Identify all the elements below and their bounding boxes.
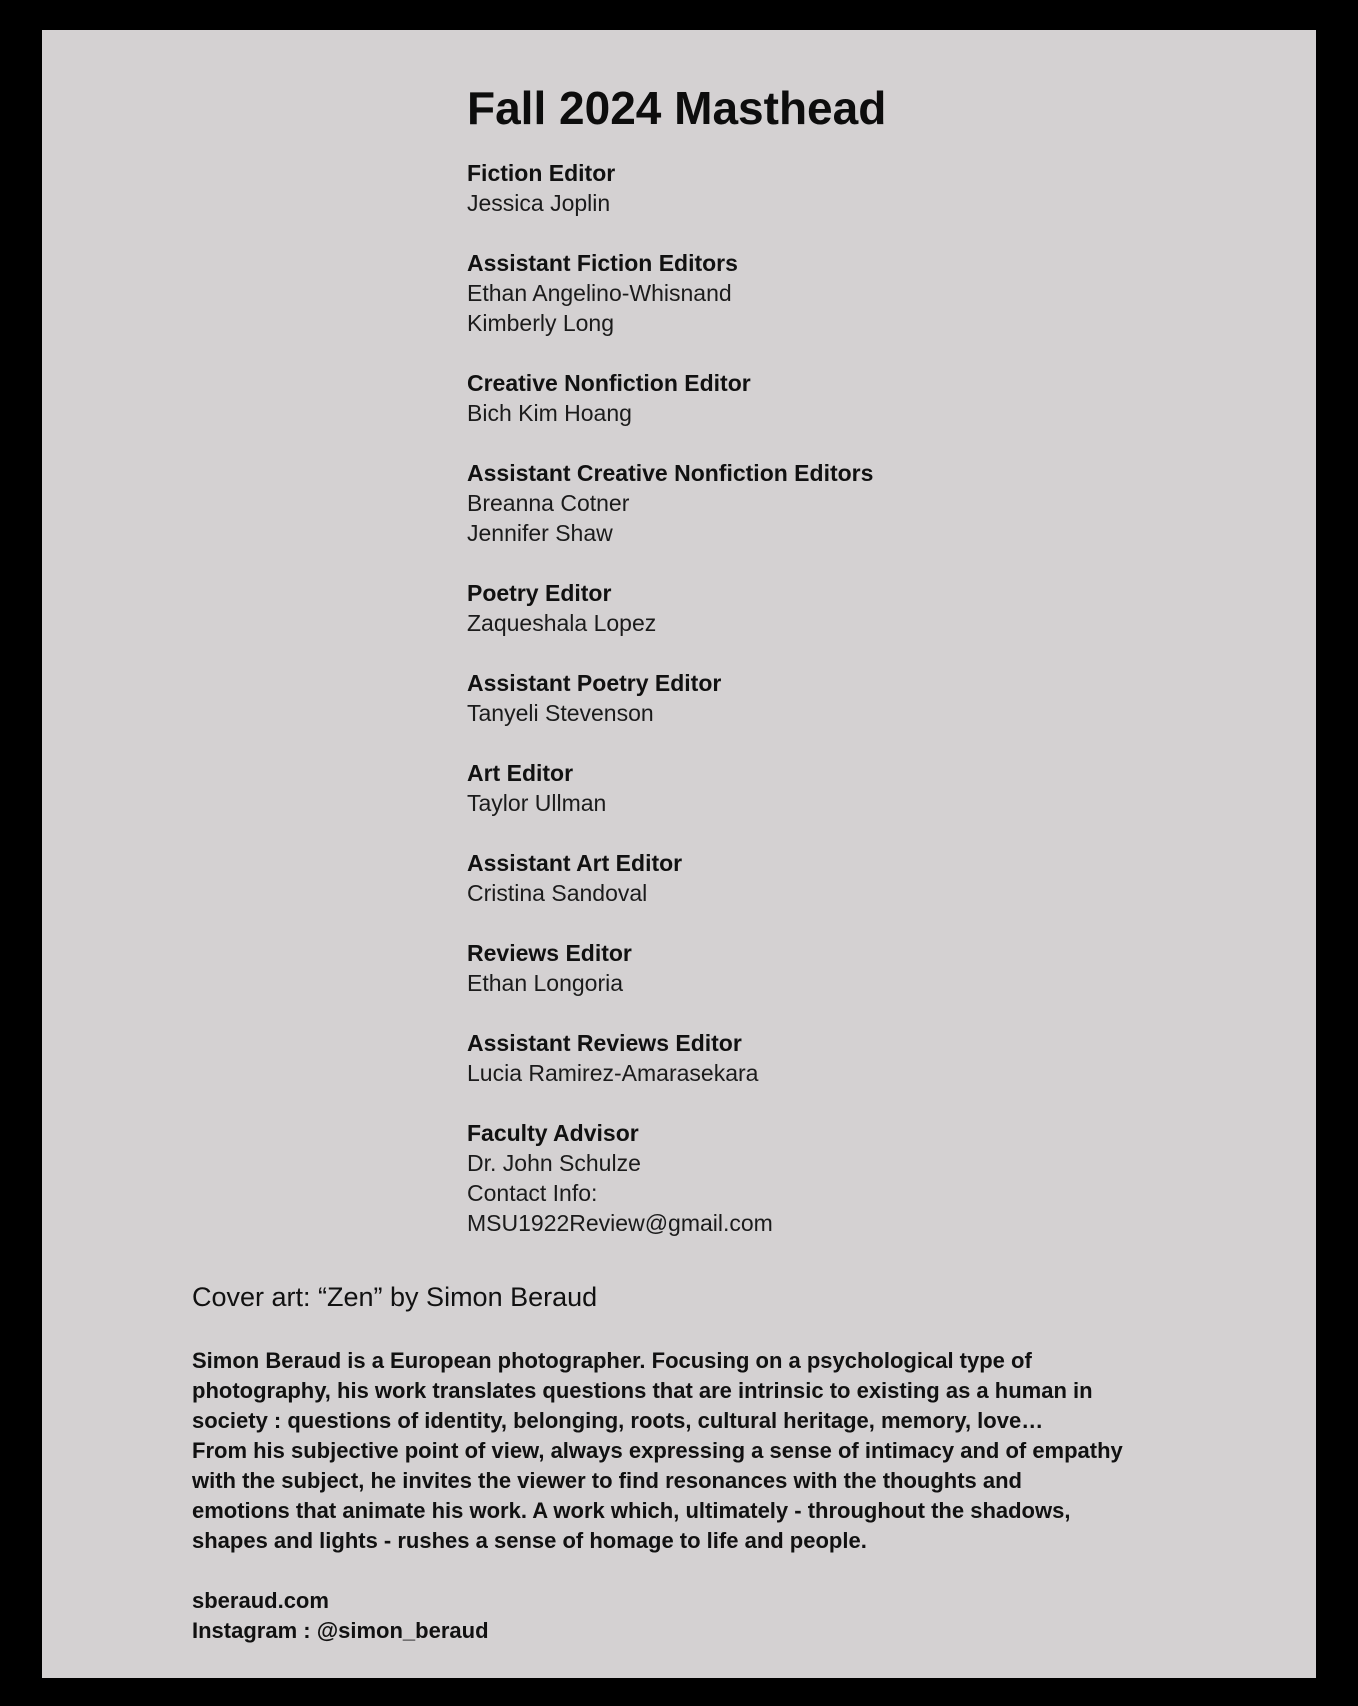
role-name: Tanyeli Stevenson xyxy=(467,700,654,726)
role-title: Assistant Poetry Editor xyxy=(467,670,722,696)
role-name: Kimberly Long xyxy=(467,310,615,336)
role-name: Ethan Longoria xyxy=(467,970,624,996)
role-assistant-art-editor xyxy=(467,848,1227,908)
role-title: Reviews Editor xyxy=(467,940,632,966)
artist-website: sberaud.com xyxy=(192,1588,329,1613)
role-faculty-advisor xyxy=(467,1118,1227,1238)
role-name: Jessica Joplin xyxy=(467,190,611,216)
contact-email: MSU1922Review@gmail.com xyxy=(467,1210,773,1236)
role-title: Assistant Art Editor xyxy=(467,850,683,876)
role-creative-nonfiction-editor xyxy=(467,368,1227,428)
role-assistant-creative-nonfiction-editors xyxy=(467,458,1227,548)
role-fiction-editor xyxy=(467,158,1227,218)
role-title: Art Editor xyxy=(467,760,574,786)
role-name: Lucia Ramirez-Amarasekara xyxy=(467,1060,759,1086)
artist-bio: Simon Beraud is a European photographer. Focusing on a psychological type of photography, his work translates questions that are intrinsic to existing as a human in society : questions of identity, belonging, roots, cultural heritage, memory, love… From his subjective point of view, always expressing a sense of intimacy and of empathy with the subject, he invites the viewer to find resonances with the thoughts and emotions that animate his work. A work which, ultimately - throughout the shadows, shapes and lights - rushes a sense of homage to life and people. xyxy=(192,1348,1123,1553)
role-title: Poetry Editor xyxy=(467,580,612,606)
role-name: Cristina Sandoval xyxy=(467,880,648,906)
role-title: Faculty Advisor xyxy=(467,1120,639,1146)
role-title: Fiction Editor xyxy=(467,160,616,186)
role-title: Assistant Fiction Editors xyxy=(467,250,738,276)
artist-instagram: Instagram : @simon_beraud xyxy=(192,1618,489,1643)
role-assistant-poetry-editor xyxy=(467,668,1227,728)
artist-links xyxy=(192,1586,1232,1646)
role-name: Bich Kim Hoang xyxy=(467,400,632,426)
role-art-editor xyxy=(467,758,1227,818)
role-name: Zaqueshala Lopez xyxy=(467,610,657,636)
role-title: Assistant Creative Nonfiction Editors xyxy=(467,460,874,486)
role-name: Ethan Angelino-Whisnand xyxy=(467,280,732,306)
role-poetry-editor xyxy=(467,578,1227,638)
role-assistant-reviews-editor xyxy=(467,1028,1227,1088)
masthead-section xyxy=(467,80,1227,1268)
role-title: Assistant Reviews Editor xyxy=(467,1030,742,1056)
cover-art-heading: Cover art: “Zen” by Simon Beraud xyxy=(192,1282,598,1312)
role-assistant-fiction-editors xyxy=(467,248,1227,338)
role-name: Breanna Cotner xyxy=(467,490,630,516)
role-title: Creative Nonfiction Editor xyxy=(467,370,751,396)
role-name: Taylor Ullman xyxy=(467,790,607,816)
role-name: Jennifer Shaw xyxy=(467,520,613,546)
cover-art-section xyxy=(192,1280,1232,1646)
role-name: Dr. John Schulze xyxy=(467,1150,641,1176)
contact-info-label: Contact Info: xyxy=(467,1180,598,1206)
role-reviews-editor xyxy=(467,938,1227,998)
page-sheet xyxy=(42,30,1316,1678)
page-title: Fall 2024 Masthead xyxy=(467,82,887,134)
